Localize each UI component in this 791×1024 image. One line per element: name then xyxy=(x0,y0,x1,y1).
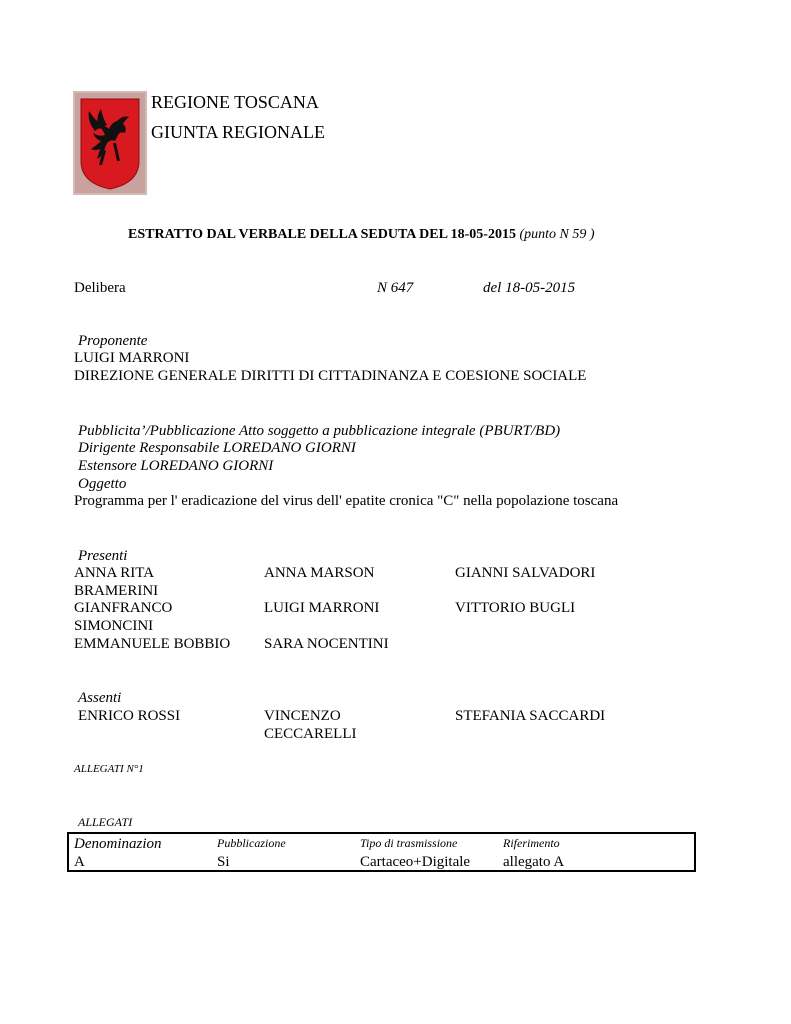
presenti-name: BRAMERINI xyxy=(74,583,159,599)
presenti-name: LUIGI MARRONI xyxy=(264,600,380,616)
delibera-label: Delibera xyxy=(74,280,126,296)
estratto-line xyxy=(128,227,595,243)
presenti-name: GIANNI SALVADORI xyxy=(455,565,596,581)
proponente-label: Proponente xyxy=(78,333,148,349)
presenti-name: EMMANUELE BOBBIO xyxy=(74,636,231,652)
assenti-name: ENRICO ROSSI xyxy=(78,708,181,724)
table-header-pubblicazione: Pubblicazione xyxy=(217,836,286,850)
dirigente-line: Dirigente Responsabile LOREDANO GIORNI xyxy=(78,440,356,456)
table-header-trasmissione: Tipo di trasmissione xyxy=(360,836,458,850)
allegati-table xyxy=(67,832,696,872)
delibera-data: del 18-05-2015 xyxy=(483,280,576,296)
proponente-direzione: DIREZIONE GENERALE DIRITTI DI CITTADINANZA E COESIONE SOCIALE xyxy=(74,368,587,384)
oggetto-text: Programma per l' eradicazione del virus dell' epatite cronica "C" nella popolazione toscana xyxy=(74,493,619,509)
presenti-label: Presenti xyxy=(78,548,128,564)
presenti-name: GIANFRANCO xyxy=(74,600,173,616)
allegati-label: ALLEGATI xyxy=(78,815,133,829)
header-giunta: GIUNTA REGIONALE xyxy=(151,122,326,142)
table-cell-denominazione: A xyxy=(74,854,85,870)
assenti-name: VINCENZO xyxy=(264,708,341,724)
assenti-name: STEFANIA SACCARDI xyxy=(455,708,606,724)
presenti-name: ANNA RITA xyxy=(74,565,155,581)
pubblicita-line: Pubblicita’/Pubblicazione Atto soggetto a pubblicazione integrale (PBURT/BD) xyxy=(78,423,561,439)
oggetto-label: Oggetto xyxy=(78,476,127,492)
presenti-name: VITTORIO BUGLI xyxy=(455,600,576,616)
assenti-label: Assenti xyxy=(78,690,122,706)
table-cell-trasmissione: Cartaceo+Digitale xyxy=(360,854,471,870)
estratto-label: ESTRATTO DAL VERBALE DELLA SEDUTA DEL 18-05-2015 xyxy=(128,227,516,242)
presenti-name: SARA NOCENTINI xyxy=(264,636,389,652)
assenti-name: CECCARELLI xyxy=(264,726,357,742)
pegasus-crest-icon xyxy=(73,91,147,195)
table-cell-riferimento: allegato A xyxy=(503,854,565,870)
table-header-riferimento: Riferimento xyxy=(503,836,560,850)
presenti-name: SIMONCINI xyxy=(74,618,154,634)
estratto-punto: (punto N 59 ) xyxy=(519,227,595,242)
proponente-nome: LUIGI MARRONI xyxy=(74,350,190,366)
table-cell-pubblicazione: Si xyxy=(217,854,230,870)
regione-toscana-crest xyxy=(73,91,147,195)
estensore-line: Estensore LOREDANO GIORNI xyxy=(78,458,274,474)
header-region: REGIONE TOSCANA xyxy=(151,92,319,112)
delibera-numero: N 647 xyxy=(377,280,414,296)
table-header-denominazione: Denominazion xyxy=(74,836,162,852)
presenti-name: ANNA MARSON xyxy=(264,565,375,581)
allegati-count: ALLEGATI N°1 xyxy=(74,763,144,775)
